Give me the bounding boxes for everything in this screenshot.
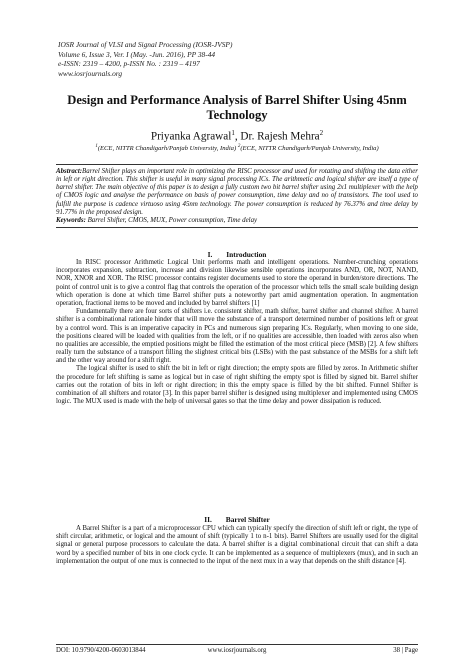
keywords-text: Barrel Shifter, CMOS, MUX, Power consumption, Time delay <box>87 216 258 224</box>
section-1-title: Introduction <box>226 250 267 259</box>
journal-website: www.iosrjournals.org <box>58 68 123 78</box>
author-2: Dr. Rajesh Mehra <box>240 130 320 143</box>
author-line <box>50 127 424 144</box>
section-2-heading <box>56 515 418 524</box>
abstract-text: Barrel Shifter plays an important role in optimizing the RISC processor and used for rotating and shifting the data either in left or right direction. This shifter is useful in many signal processing ICs. The arithmetic and logical shifter are itself a type of barrel shifter. The main objective of this paper is to design a fully custom two bit barrel shifter using 2x1 multiplexer with the help of CMOS logic and analyse the performance on basis of power consumption, time delay and no of transistors. The tool used to fulfill the purpose is cadence virtuoso using 45nm technology. The power consumption is reduced by 76.37% and time delay by 91.77% in the proposed design. <box>56 168 418 216</box>
affiliation-2-sup: 2 <box>237 144 241 149</box>
page-footer <box>56 644 418 656</box>
section-1-paragraph-1: In RISC processor Arithmetic Logical Unit performs math and intelligent operations. Number-crunching operations incorporates expansion, subtraction, increase and division likewise sensible operations incorporates AND, OR, NOT, NAND, NOR, XNOR and XOR. The RISC processor contains register documents used to store the operand in burden/store directions. The point of control unit is to give a control flag that controls the operation of the processor which tells the small scale building design which operation is done at which time Barrel shifter puts a noteworthy part amid augmentation operation. In augmentation operation, fractional items to be moved and included by barrel shifters [1] <box>56 259 418 307</box>
affiliation-1: (ECE, NITTR Chandigarh/Panjab University, India) <box>97 145 237 153</box>
section-1-paragraph-2: Fundamentally there are four sorts of shifters i.e. consistent shifter, math shifter, barrel shifter and channel shifter. A barrel shifter is a combinational rationale hinder that will move the substance of a transport determined number of positions left or great by a control word. This is an imperative capacity in PCs and numerous sign preparing ICs. Regularly, when moving to one side, the positions cleared will be loaded with qualities from the left, or if no qualities are accessible, then loaded with zeros also when no qualities are accessible, the emptied positions might be filled the estimation of the most critical piece (MSB) [2]. A few shifters really turn the substance of a transport filling the slightest critical bits (LSBs) with the past substance of the MSBs for a shift left and the other way around for a shift right. <box>56 308 418 365</box>
keywords <box>56 217 418 225</box>
journal-name: IOSR Journal of VLSI and Signal Processing (IOSR-JVSP) <box>58 40 233 49</box>
section-2-paragraph-1: A Barrel Shifter is a part of a microprocessor CPU which can typically specify the direction of shift left or right, the type of shift circular, arithmetic, or logical and the amount of shift (typically 1 to n-1 bits). Barrel Shifters are usually used for the digital signal or general purpose processors to calculate the data. A barrel shifter is a digital combinational circuit that can shift a data word by a specified number of bits in one clock cycle. It can be implemented as a sequence of multiplexers (mux), and in such an implementation the output of one mux is connected to the input of the next mux in a way that depends on the shift distance [4]. <box>56 525 418 565</box>
abstract-label: Abstract: <box>56 168 83 175</box>
author-2-sup: 2 <box>319 129 324 137</box>
author-1: Priyanka Agrawal <box>150 130 232 143</box>
section-1-heading <box>56 250 418 259</box>
journal-volume: Volume 6, Issue 3, Ver. I (May. -Jun. 2016), PP 38-44 <box>58 49 216 59</box>
affiliation-1-sup: 1 <box>95 144 98 149</box>
footer-website: www.iosrjournals.org <box>207 647 267 654</box>
journal-header <box>58 40 418 78</box>
section-1-body <box>56 259 418 406</box>
section-2-body <box>56 525 418 566</box>
paper-title: Design and Performance Analysis of Barrel Shifter Using 45nm Technology <box>67 93 407 122</box>
affiliations <box>56 143 418 154</box>
section-1-number: I. <box>207 250 213 259</box>
footer-doi: DOI: 10.9790/4200-0603013844 <box>56 647 146 654</box>
journal-issn: e-ISSN: 2319 – 4200, p-ISSN No. : 2319 – 4197 <box>58 59 200 69</box>
section-2-title: Barrel Shifter <box>225 515 270 524</box>
abstract-block <box>56 164 418 228</box>
section-1-paragraph-3: The logical shifter is used to shift the bit in left or right direction; the empty spots are filled by zeros. In Arithmetic shifter the procedure for left shifting is same as logical but in case of right shifting the empty spot is filled by signed bit. Barrel shifter carries out the rotation of bits in left or right direction; in this the empty space is filled by the bit shifted. Funnel Shifter is combination of all shifters and rotator [3]. In this paper barrel shifter is designed using multiplexer and implemented using CMOS logic. The MUX used is made with the help of universal gates so that the time delay and power dissipation is reduced. <box>56 365 418 406</box>
footer-page-number: 38 | Page <box>393 647 418 654</box>
abstract <box>56 168 418 217</box>
section-2-number: II. <box>204 515 212 524</box>
affiliation-2: (ECE, NITTR Chandigarh/Panjab University, India) <box>240 145 379 153</box>
author-1-sup: 1 <box>231 129 235 137</box>
keywords-label: Keywords: <box>56 216 86 224</box>
author-separator: , <box>234 130 241 143</box>
